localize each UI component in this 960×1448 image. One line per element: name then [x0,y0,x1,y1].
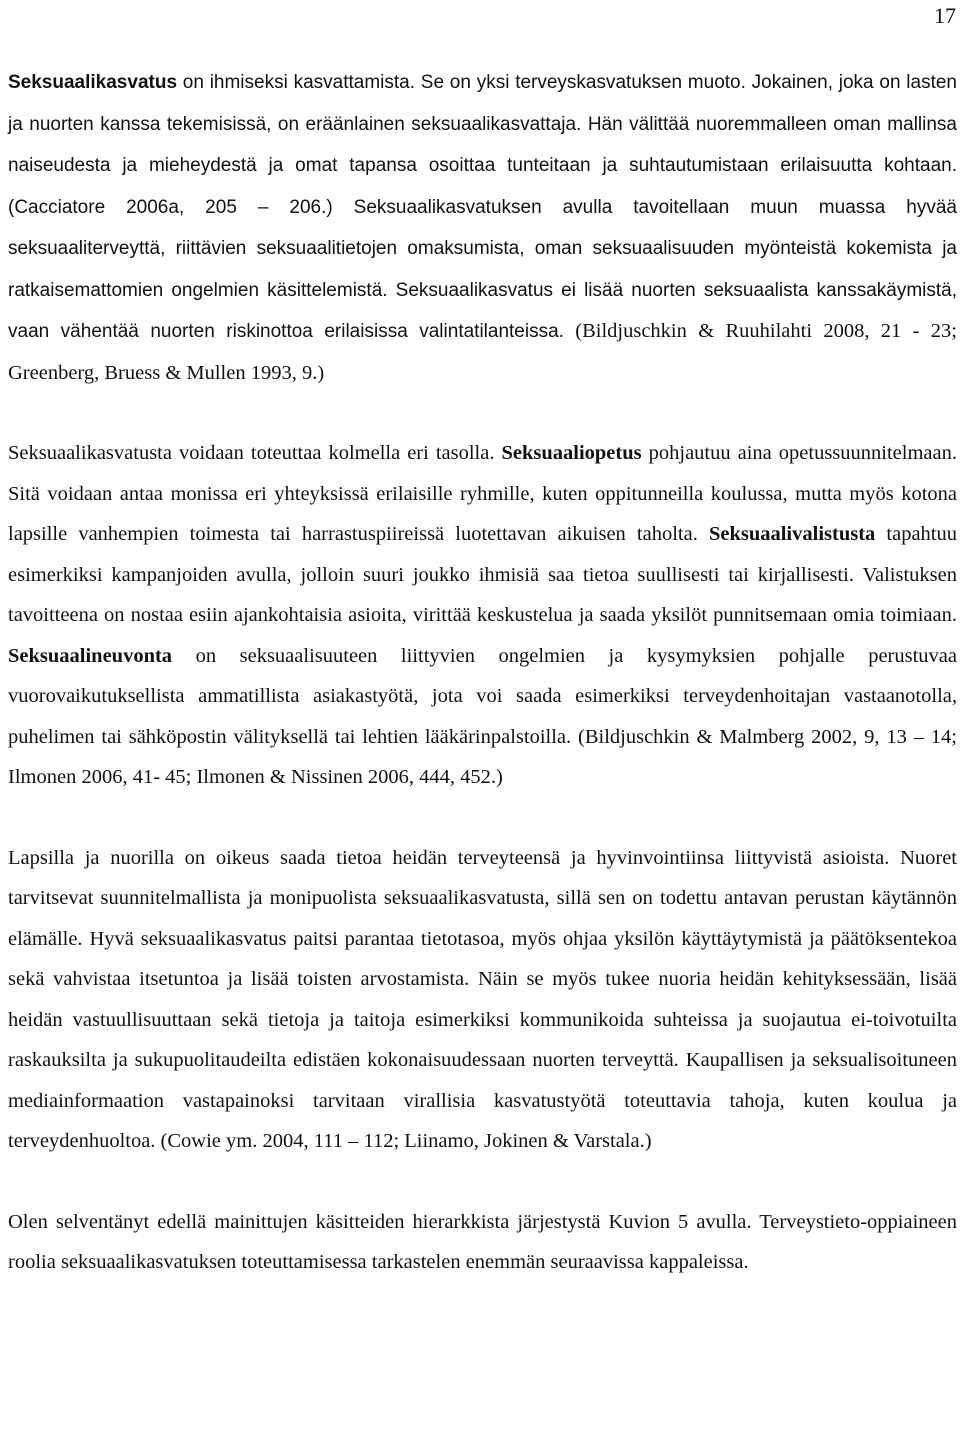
term-seksuaaliopetus: Seksuaaliopetus [501,442,642,464]
paragraph-1 [8,62,957,393]
paragraph-2-text-a: Seksuaalikasvatusta voidaan toteuttaa kolmella eri tasolla. [8,442,502,464]
paragraph-4: Olen selventänyt edellä mainittujen käsitteiden hierarkkista järjestystä Kuvion 5 avulla. Terveystieto-oppiaineen roolia seksuaalikasvatuksen toteuttamisessa tarkastelen enemmän seuraavissa kappaleissa. [8,1210,957,1273]
term-seksuaalivalistusta: Seksuaalivalistusta [708,523,876,545]
paragraph-2-text-d: on seksuaalisuuteen liittyvien ongelmien ja kysymyksien pohjalle perustuvaa vuorovaikutuksellista ammatillista asiakastyötä, jota voi saada esimerkiksi terveydenhoitajan vastaanotolla, puhelimen tai sähköpostin välityksellä tai lehtien lääkärinpalstoilla. (Bildjuschkin & Malmberg 2002, 9, 13 – 14; Ilmonen 2006, 41- 45; Ilmonen & Nissinen 2006, 444, 452.) [8,644,957,788]
paragraph-2-text-c: tapahtuu esimerkiksi kampanjoiden avulla, jolloin suuri joukko ihmisiä saa tietoa suullisesti tai kirjallisesti. Valistuksen tavoitteena on nostaa esiin ajankohtaisia asioita, virittää keskustelua ja saada yksilöt punnitsemaan omia toimiaan. [8,523,957,626]
term-seksuaalikasvatus: Seksuaalikasvatus [8,72,178,93]
page-number: 17 [934,3,956,28]
paragraph-3: Lapsilla ja nuorilla on oikeus saada tietoa heidän terveyteensä ja hyvinvointiinsa liittyvistä asioista. Nuoret tarvitsevat suunnitelmallista ja monipuolista seksuaalikasvatusta, sillä sen on todettu antavan perustan käytännön elämälle. Hyvä seksuaalikasvatus paitsi parantaa tietotasoa, myös ohjaa yksilön käyttäytymistä ja päätöksentekoa sekä vahvistaa itsetuntoa ja lisää toisten arvostamista. Näin se myös tukee nuoria heidän kehityksessään, lisää heidän vastuullisuuttaan sekä tietoja ja taitoja esimerkiksi kommunikoida suhteissa ja suojautua ei-toivotuilta raskauksilta ja sukupuolitaudeilta edistäen kokonaisuudessaan nuorten terveyttä. Kaupallisen ja seksualisoituneen mediainformaation vastapainoksi tarvitaan virallisia kasvatustyötä toteuttavia tahoja, kuten koulua ja terveydenhuoltoa. (Cowie ym. 2004, 111 – 112; Liinamo, Jokinen & Varstala.) [8,846,957,1152]
paragraph-1-sans-run [8,72,957,342]
document-body [8,62,957,1283]
paragraph-1-citation: (Bildjuschkin & Ruuhilahti 2008, 21 - 23; Greenberg, Bruess & Mullen 1993, 9.) [8,320,957,384]
term-seksuaalineuvonta: Seksuaalineuvonta [8,644,173,667]
paragraph-2 [8,433,957,798]
paragraph-1-text: on ihmiseksi kasvattamista. Se on yksi terveyskasvatuksen muoto. Jokainen, joka on lasten ja nuorten kanssa tekemisissä, on eräänlainen seksuaalikasvattaja. Hän välittää nuoremmalleen oman mallinsa naiseudesta ja mieheydestä ja omat tapansa osoittaa tunteitaan ja suhtautumistaan erilaisuutta kohtaan. (Cacciatore 2006a, 205 – 206.) Seksuaalikasvatuksen avulla tavoitellaan muun muassa hyvää seksuaaliterveyttä, riittävien seksuaalitietojen omaksumista, oman seksuaalisuuden myönteistä kokemista ja ratkaisemattomien ongelmien käsittelemistä. Seksuaalikasvatus ei lisää nuorten seksuaalista kanssakäymistä, vaan vähentää nuorten riskinottoa erilaisissa valintatilanteissa. [8,72,957,342]
paragraph-2-text-b: pohjautuu aina opetussuunnitelmaan. Sitä voidaan antaa monissa eri yhteyksissä erilaisille ryhmille, kuten oppitunneilla koulussa, mutta myös kotona lapsille vanhempien toimesta tai harrastuspiireissä luotettavan aikuisen taholta. [8,442,957,545]
